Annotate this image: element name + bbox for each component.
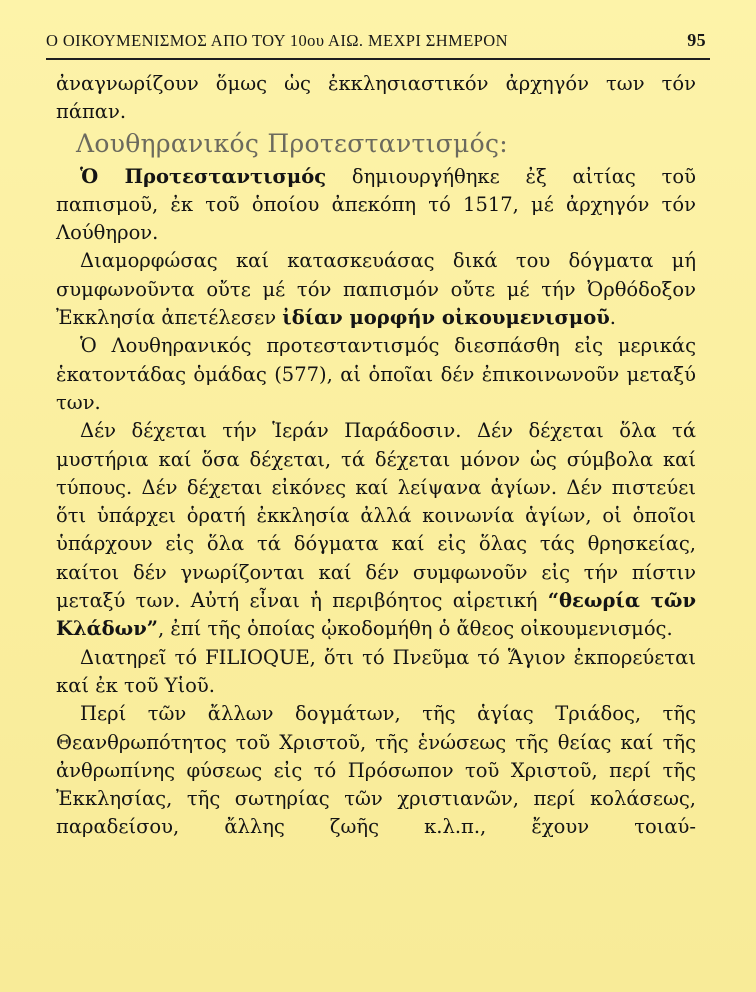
paragraph-3: Ὁ Λουθηρανικός προτεσταντισμός διεσπάσθη εἰς μερικάς ἑκατοντάδας ὁμάδας (577), αἱ ὁποῖαι δέν ἐπικοινωνοῦν μεταξύ των. [56, 334, 696, 414]
paragraph-4-bold: “θεωρία τῶν Κλάδων” [56, 589, 696, 641]
running-header [46, 30, 706, 51]
paragraph-2 [56, 247, 696, 332]
paragraph-4 [56, 417, 696, 643]
section-heading: Λουθηρανικός Προτεσταντισμός: [76, 128, 508, 158]
paragraph-1-text: δημιουργήθηκε ἐξ αἰτίας τοῦ παπισμοῦ, ἐκ τοῦ ὁποίου ἀπεκόπη τό 1517, μέ ἀρχηγόν τόν Λούθηρον. [56, 164, 696, 245]
paragraph-6: Περί τῶν ἄλλων δογμάτων, τῆς ἁγίας Τριάδος, τῆς Θεανθρωπότητος τοῦ Χριστοῦ, τῆς ἑνώσεως τῆς θείας καί τῆς ἀνθρωπίνης φύσεως εἰς τό Πρόσωπον τοῦ Χριστοῦ, περί τῆς Ἐκκλησίας, τῆς σωτηρίας τῶν χριστιανῶν, περί κολάσεως, παραδείσου, ἄλλης ζωῆς κ.λ.π., ἔχουν τοιαύ- [56, 702, 696, 839]
paragraph-2-end: . [609, 306, 616, 330]
paragraph-4-text: Δέν δέχεται τήν Ἱεράν Παράδοσιν. Δέν δέχεται ὅλα τά μυστήρια καί ὅσα δέχεται, τά δέχεται μόνον ὡς σύμβολα καί τύπους. Δέν δέχεται εἰκόνες καί λείψανα ἁγίων. Δέν πιστεύει ὅτι ὑπάρχει ὁρατή ἐκκλησία ἀλλά κοινωνία ἁγίων, οἱ ὁποῖοι ὑπάρχουν εἰς ὅλα τά δόγματα καί εἰς ὅλας τάς θρησκείας, καίτοι δέν γνωρίζονται καί δέν συμφωνοῦν εἰς τήν πίστιν μεταξύ των. Αὐτή εἶναι ἡ περιβόητος αἱρετική [56, 419, 696, 613]
page-number: 95 [687, 30, 706, 50]
page-body [56, 70, 696, 842]
paragraph-1-bold: Ὁ Προτεσταντισμός [80, 164, 327, 188]
paragraph-continuation: ἀναγνωρίζουν ὅμως ὡς ἐκκλησιαστικόν ἀρχηγόν των τόν πάπαν. [56, 72, 696, 124]
paragraph-4-end: , ἐπί τῆς ὁποίας ᾠκοδομήθη ὁ ἄθεος οἰκουμενισμός. [157, 617, 673, 641]
paragraph-2-bold: ἰδίαν μορφήν οἰκουμενισμοῦ [282, 306, 610, 330]
header-rule [46, 58, 710, 60]
paragraph-1 [56, 163, 696, 248]
paragraph-2-text: Διαμορφώσας καί κατασκευάσας δικά του δόγματα μή συμφωνοῦντα οὔτε μέ τόν παπισμόν οὔτε μέ τήν Ὀρθόδοξον Ἐκκλησία ἀπετέλεσεν [56, 249, 696, 330]
running-title: Ο ΟΙΚΟΥΜΕΝΙΣΜΟΣ ΑΠΟ ΤΟΥ 10ου ΑΙΩ. ΜΕΧΡΙ ΣΗΜΕΡΟΝ [46, 31, 508, 50]
paragraph-5: Διατηρεῖ τό FILIOQUE, ὅτι τό Πνεῦμα τό Ἅγιον ἐκπορεύεται καί ἐκ τοῦ Υἱοῦ. [56, 645, 696, 697]
